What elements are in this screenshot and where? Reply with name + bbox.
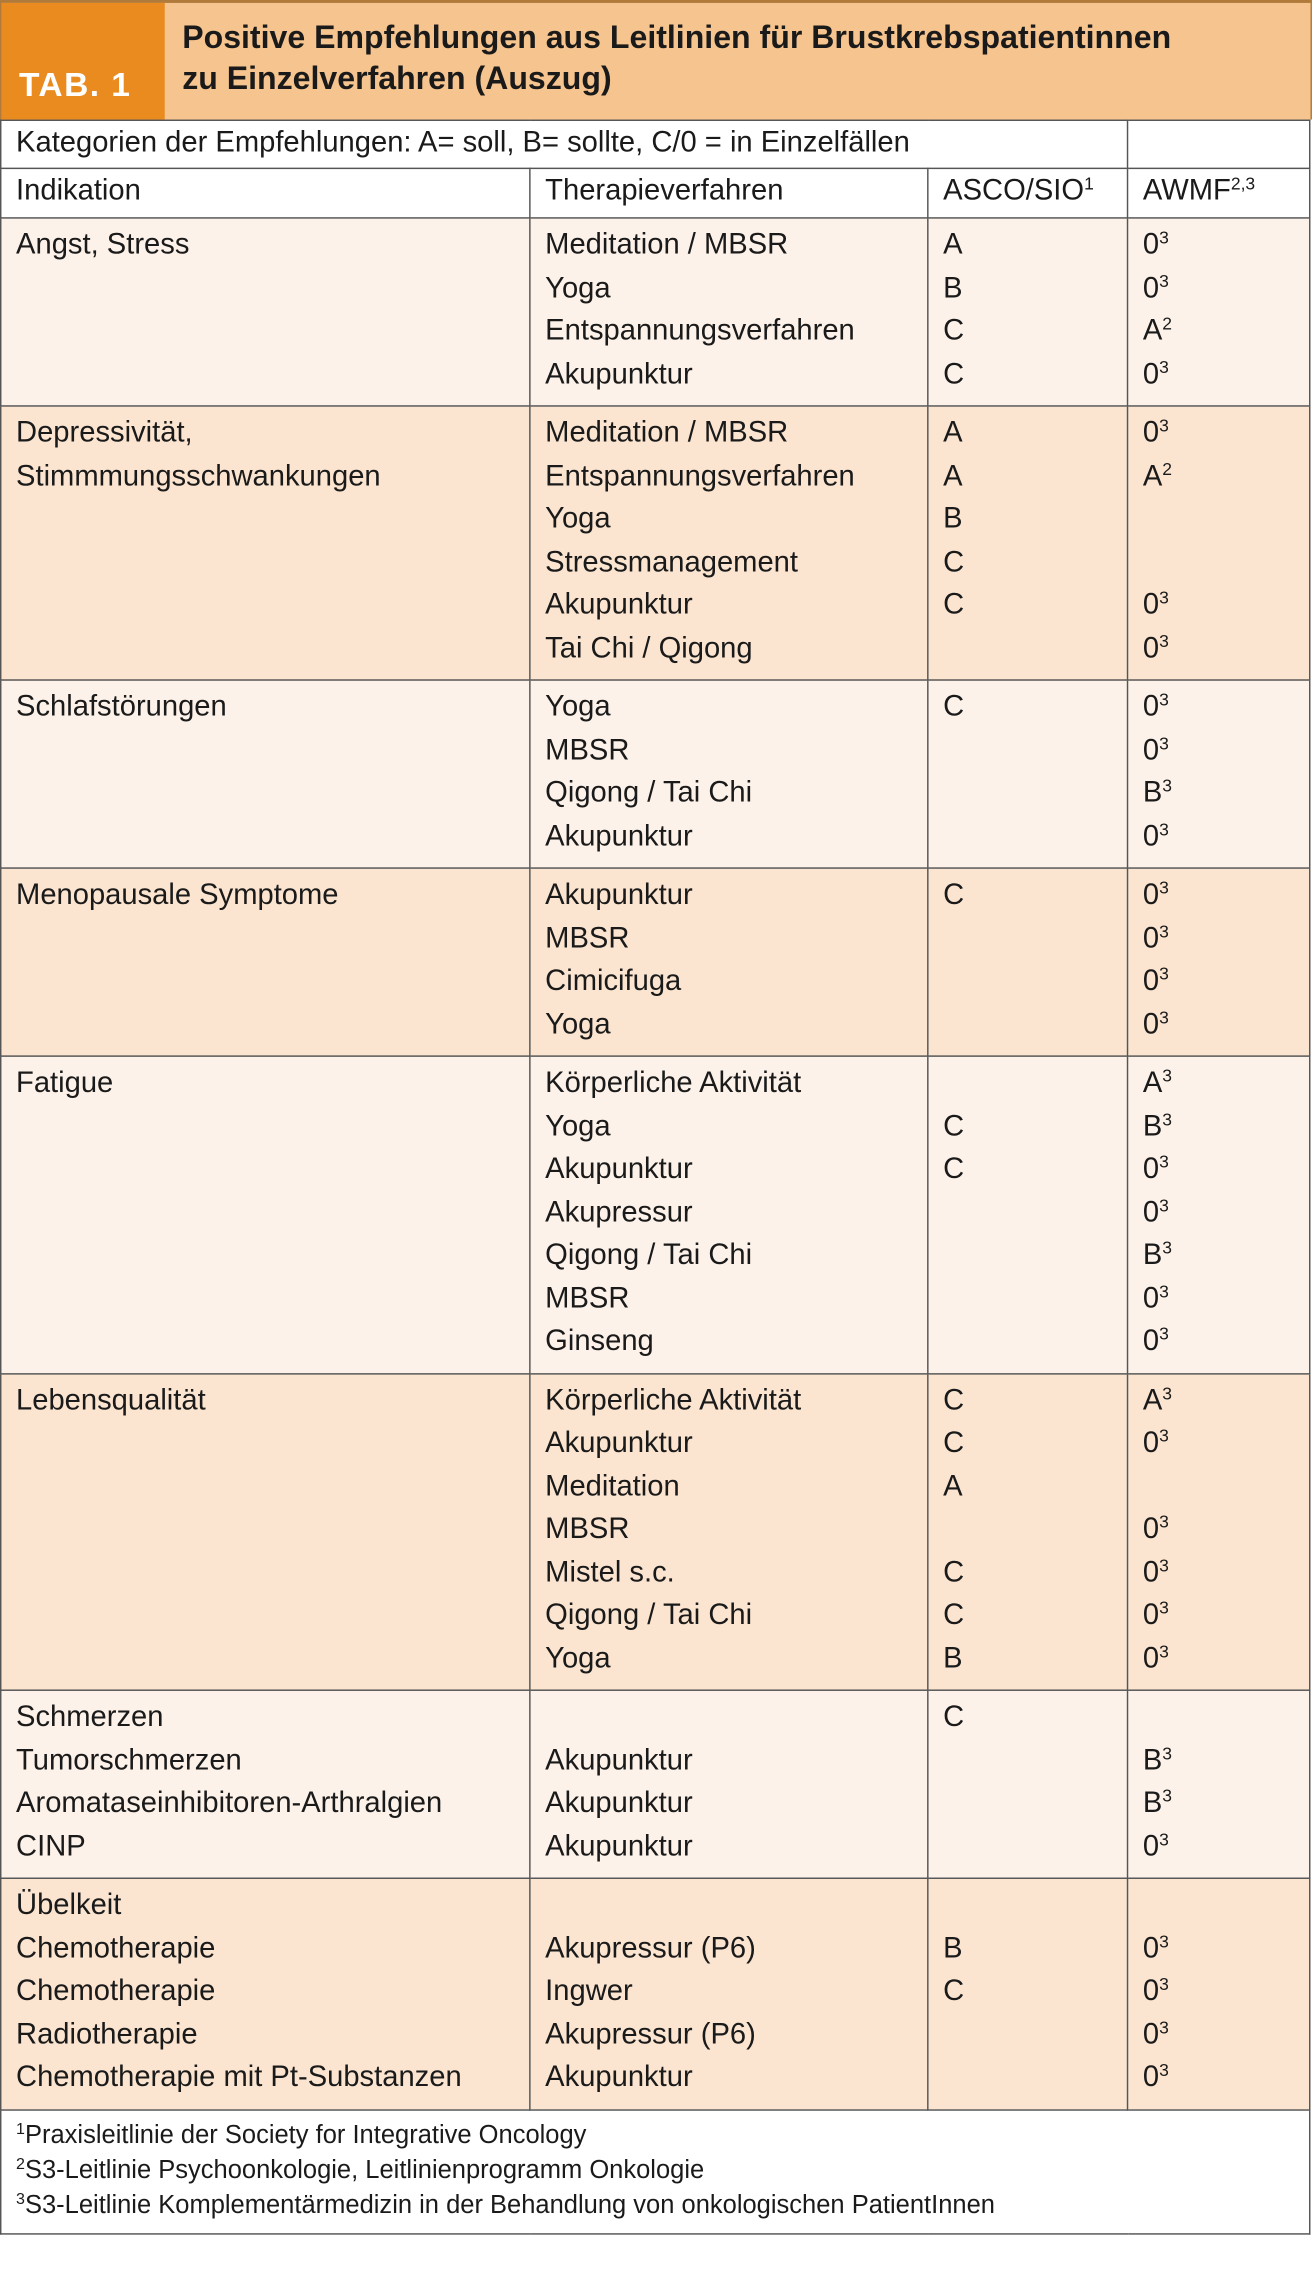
therapieverfahren-text: Akupressur (P6) bbox=[545, 1932, 756, 1965]
asco-sio-value: C bbox=[943, 1701, 965, 1734]
therapieverfahren-text: Yoga bbox=[545, 1007, 611, 1041]
asco-sio-value: C bbox=[943, 878, 965, 912]
indication-group bbox=[1, 680, 1310, 868]
indikation-cell bbox=[1, 1690, 530, 1878]
asco-sio-value: C bbox=[943, 1599, 965, 1632]
therapieverfahren-text: Akupunktur bbox=[545, 2061, 693, 2094]
therapieverfahren-cell bbox=[530, 680, 928, 868]
legend-row bbox=[1, 120, 1310, 168]
indication-group bbox=[1, 1690, 1310, 1878]
awmf-footnote-ref: 3 bbox=[1159, 1151, 1169, 1172]
footnote bbox=[16, 2151, 1309, 2186]
asco-sio-value: A bbox=[943, 228, 963, 261]
therapieverfahren-text: Akupunktur bbox=[545, 1744, 693, 1777]
awmf-value bbox=[1143, 773, 1309, 816]
indication-group bbox=[1, 1056, 1310, 1373]
awmf-footnote-ref: 3 bbox=[1159, 1973, 1169, 1995]
indikation-text: Schmerzen bbox=[16, 1701, 164, 1734]
therapieverfahren-cell bbox=[530, 1878, 928, 2109]
header-asco-label: ASCO/SIO bbox=[943, 174, 1085, 207]
awmf-footnote-ref: 3 bbox=[1159, 1554, 1169, 1576]
asco-sio-cell bbox=[928, 868, 1128, 1056]
table-row bbox=[1, 1056, 1310, 1373]
therapieverfahren-text: Akupunktur bbox=[545, 819, 693, 853]
header-asco-footnote: 1 bbox=[1084, 173, 1094, 194]
indikation-cell bbox=[1, 1878, 530, 2109]
awmf-value bbox=[1143, 1149, 1309, 1192]
awmf-cell bbox=[1128, 218, 1310, 406]
awmf-value bbox=[1143, 1783, 1309, 1826]
asco-sio-value bbox=[943, 1826, 1127, 1869]
therapieverfahren-text: Akupressur (P6) bbox=[545, 2018, 756, 2051]
indikation-text: Übelkeit bbox=[16, 1889, 122, 1922]
indikation-text: Chemotherapie bbox=[16, 1975, 216, 2008]
awmf-value bbox=[1143, 1697, 1309, 1740]
therapieverfahren-text: Körperliche Aktivität bbox=[545, 1384, 802, 1417]
awmf-value bbox=[1143, 730, 1309, 773]
indikation-text: Chemotherapie bbox=[16, 1932, 216, 1965]
awmf-cell bbox=[1128, 868, 1310, 1056]
therapieverfahren-text: Yoga bbox=[545, 502, 611, 535]
awmf-grade: 0 bbox=[1142, 416, 1160, 449]
awmf-grade: 0 bbox=[1142, 2061, 1160, 2094]
indikation-text: Chemotherapie mit Pt-Substanzen bbox=[16, 2061, 462, 2094]
asco-sio-value bbox=[943, 2057, 1127, 2100]
awmf-grade: 0 bbox=[1142, 1830, 1160, 1863]
asco-sio-value: C bbox=[943, 1153, 965, 1186]
indication-group bbox=[1, 868, 1310, 1056]
therapieverfahren-text: MBSR bbox=[545, 733, 630, 767]
therapieverfahren-text bbox=[545, 1885, 927, 1928]
asco-sio-value bbox=[943, 1509, 1127, 1552]
therapieverfahren-text bbox=[545, 1697, 927, 1740]
awmf-value bbox=[1143, 413, 1309, 456]
indikation-text: Schlafstörungen bbox=[16, 690, 227, 724]
awmf-footnote-ref: 3 bbox=[1159, 2059, 1169, 2081]
asco-sio-cell bbox=[928, 1056, 1128, 1373]
awmf-value bbox=[1143, 2014, 1309, 2057]
asco-sio-value bbox=[943, 1321, 1127, 1364]
awmf-grade: 0 bbox=[1142, 228, 1160, 261]
awmf-value bbox=[1143, 687, 1309, 730]
awmf-grade: 0 bbox=[1142, 878, 1160, 912]
therapieverfahren-cell bbox=[530, 406, 928, 680]
awmf-grade: A bbox=[1142, 1067, 1163, 1100]
therapieverfahren-cell bbox=[530, 218, 928, 406]
asco-sio-cell bbox=[928, 680, 1128, 868]
awmf-value bbox=[1143, 1380, 1309, 1423]
therapieverfahren-text: Akupunktur bbox=[545, 588, 693, 621]
awmf-value bbox=[1143, 1595, 1309, 1638]
awmf-value bbox=[1143, 628, 1309, 671]
therapieverfahren-text: Ginseng bbox=[545, 1325, 654, 1358]
awmf-value bbox=[1143, 1509, 1309, 1552]
awmf-value bbox=[1143, 310, 1309, 353]
asco-sio-value bbox=[943, 1740, 1127, 1783]
indikation-cell bbox=[1, 1373, 530, 1690]
awmf-footnote-ref: 3 bbox=[1159, 356, 1169, 377]
awmf-value bbox=[1143, 1928, 1309, 1971]
awmf-cell bbox=[1128, 1056, 1310, 1373]
indikation-text: Radiotherapie bbox=[16, 2018, 198, 2051]
asco-sio-value: C bbox=[943, 545, 965, 578]
awmf-value bbox=[1143, 918, 1309, 961]
footnotes bbox=[1, 2109, 1310, 2233]
header-awmf bbox=[1128, 168, 1310, 218]
awmf-value bbox=[1143, 1278, 1309, 1321]
awmf-value bbox=[1143, 1235, 1309, 1278]
awmf-footnote-ref: 3 bbox=[1159, 1828, 1169, 1850]
awmf-footnote-ref: 3 bbox=[1159, 1425, 1169, 1447]
therapieverfahren-text: Meditation / MBSR bbox=[545, 416, 789, 449]
therapieverfahren-text: MBSR bbox=[545, 1282, 630, 1315]
therapieverfahren-text: Qigong / Tai Chi bbox=[545, 1239, 753, 1272]
tab-label: TAB. 1 bbox=[1, 3, 164, 120]
awmf-grade: 0 bbox=[1142, 1282, 1160, 1315]
asco-sio-value: B bbox=[943, 1642, 963, 1675]
awmf-value bbox=[1143, 1004, 1309, 1047]
indikation-text: Tumorschmerzen bbox=[16, 1744, 242, 1777]
awmf-grade: 0 bbox=[1142, 819, 1160, 853]
asco-sio-value bbox=[943, 1004, 1127, 1047]
awmf-footnote-ref: 3 bbox=[1162, 1785, 1173, 1807]
awmf-grade: 0 bbox=[1142, 1556, 1160, 1589]
awmf-footnote-ref: 3 bbox=[1162, 775, 1173, 796]
therapieverfahren-text: Entspannungsverfahren bbox=[545, 459, 855, 492]
awmf-value bbox=[1143, 1885, 1309, 1928]
awmf-grade: B bbox=[1142, 1110, 1163, 1143]
awmf-footnote-ref: 3 bbox=[1159, 920, 1169, 941]
therapieverfahren-text: Akupressur bbox=[545, 1196, 693, 1229]
indikation-text: Fatigue bbox=[16, 1067, 114, 1100]
awmf-value bbox=[1143, 961, 1309, 1004]
therapieverfahren-text: Meditation bbox=[545, 1470, 680, 1503]
asco-sio-cell bbox=[928, 1373, 1128, 1690]
footnote bbox=[16, 2186, 1309, 2221]
asco-sio-value bbox=[943, 773, 1127, 816]
awmf-footnote-ref: 3 bbox=[1162, 1065, 1173, 1086]
awmf-grade: 0 bbox=[1142, 921, 1160, 955]
awmf-footnote-ref: 3 bbox=[1159, 963, 1169, 984]
awmf-grade: 0 bbox=[1142, 1975, 1160, 2008]
awmf-grade: 0 bbox=[1142, 1932, 1160, 1965]
asco-sio-cell bbox=[928, 1878, 1128, 2109]
asco-sio-value bbox=[943, 1192, 1127, 1235]
awmf-value bbox=[1143, 1826, 1309, 1869]
awmf-grade: 0 bbox=[1142, 1642, 1160, 1675]
indikation-text: Lebensqualität bbox=[16, 1384, 206, 1417]
awmf-cell bbox=[1128, 406, 1310, 680]
awmf-footnote-ref: 3 bbox=[1159, 270, 1169, 291]
legend-empty-cell bbox=[1128, 120, 1310, 168]
therapieverfahren-cell bbox=[530, 1056, 928, 1373]
title-line-2: zu Einzelverfahren (Auszug) bbox=[182, 59, 612, 97]
awmf-cell bbox=[1128, 680, 1310, 868]
indikation-text: CINP bbox=[16, 1830, 86, 1863]
awmf-footnote-ref: 3 bbox=[1159, 227, 1169, 248]
asco-sio-value: C bbox=[943, 314, 965, 347]
footnote-number: 3 bbox=[16, 2190, 25, 2208]
therapieverfahren-text: Mistel s.c. bbox=[545, 1556, 675, 1589]
asco-sio-value bbox=[943, 961, 1127, 1004]
indikation-cell bbox=[1, 868, 530, 1056]
therapieverfahren-text: Ingwer bbox=[545, 1975, 633, 2008]
header-asco-sio bbox=[928, 168, 1128, 218]
awmf-grade: 0 bbox=[1142, 1599, 1160, 1632]
awmf-grade: 0 bbox=[1142, 2018, 1160, 2051]
awmf-value bbox=[1143, 1192, 1309, 1235]
asco-sio-value: C bbox=[943, 588, 965, 621]
awmf-value bbox=[1143, 585, 1309, 628]
header-therapieverfahren: Therapieverfahren bbox=[530, 168, 928, 218]
awmf-grade: 0 bbox=[1142, 357, 1160, 390]
indication-group bbox=[1, 1878, 1310, 2109]
awmf-value bbox=[1143, 1552, 1309, 1595]
awmf-grade: 0 bbox=[1142, 588, 1160, 621]
asco-sio-value: A bbox=[943, 459, 963, 492]
awmf-footnote-ref: 2 bbox=[1162, 458, 1173, 479]
asco-sio-value: C bbox=[943, 1110, 965, 1143]
asco-sio-value bbox=[943, 1063, 1127, 1106]
indikation-cell bbox=[1, 680, 530, 868]
awmf-footnote-ref: 3 bbox=[1159, 1006, 1169, 1027]
therapieverfahren-text: Akupunktur bbox=[545, 357, 693, 390]
recommendations-table bbox=[0, 120, 1310, 2234]
awmf-grade: 0 bbox=[1142, 271, 1160, 304]
therapieverfahren-text: Qigong / Tai Chi bbox=[545, 1599, 753, 1632]
asco-sio-value bbox=[943, 918, 1127, 961]
awmf-footnote-ref: 3 bbox=[1159, 630, 1169, 651]
footnote-number: 2 bbox=[16, 2155, 25, 2173]
table-row bbox=[1, 1878, 1310, 2109]
therapieverfahren-text: Akupunktur bbox=[545, 1787, 693, 1820]
asco-sio-cell bbox=[928, 218, 1128, 406]
header-indikation: Indikation bbox=[1, 168, 530, 218]
legend-text: Kategorien der Empfehlungen: A= soll, B= sollte, C/0 = in Einzelfällen bbox=[1, 120, 1128, 168]
therapieverfahren-text: MBSR bbox=[545, 1513, 630, 1546]
awmf-footnote-ref: 2 bbox=[1162, 313, 1173, 334]
awmf-footnote-ref: 3 bbox=[1159, 1930, 1169, 1952]
awmf-grade: A bbox=[1142, 1384, 1163, 1417]
therapieverfahren-text: Akupunktur bbox=[545, 878, 693, 912]
indikation-cell bbox=[1, 406, 530, 680]
indikation-text: Menopausale Symptome bbox=[16, 878, 339, 912]
asco-sio-value: A bbox=[943, 1470, 963, 1503]
awmf-grade: 0 bbox=[1142, 1196, 1160, 1229]
indikation-text: Angst, Stress bbox=[16, 228, 190, 261]
awmf-footnote-ref: 3 bbox=[1159, 2016, 1169, 2038]
therapieverfahren-text: Stressmanagement bbox=[545, 545, 798, 578]
table-row bbox=[1, 1373, 1310, 1690]
awmf-value bbox=[1143, 1063, 1309, 1106]
awmf-footnote-ref: 3 bbox=[1159, 1194, 1169, 1215]
asco-sio-value bbox=[943, 1235, 1127, 1278]
indikation-cell bbox=[1, 1056, 530, 1373]
therapieverfahren-text: Tai Chi / Qigong bbox=[545, 631, 753, 664]
awmf-grade: 0 bbox=[1142, 631, 1160, 664]
awmf-value bbox=[1143, 1638, 1309, 1681]
awmf-footnote-ref: 3 bbox=[1159, 689, 1169, 710]
footnotes-row bbox=[1, 2109, 1310, 2233]
header-awmf-label: AWMF bbox=[1142, 174, 1231, 207]
awmf-footnote-ref: 3 bbox=[1162, 1382, 1173, 1404]
therapieverfahren-cell bbox=[530, 868, 928, 1056]
awmf-value bbox=[1143, 1466, 1309, 1509]
title-line-1: Positive Empfehlungen aus Leitlinien für Brustkrebspatientinnen bbox=[182, 18, 1172, 56]
asco-sio-cell bbox=[928, 1690, 1128, 1878]
footnote bbox=[16, 2116, 1309, 2151]
awmf-grade: A bbox=[1142, 459, 1163, 492]
indication-group bbox=[1, 406, 1310, 680]
therapieverfahren-text: Cimicifuga bbox=[545, 964, 682, 998]
therapieverfahren-text: MBSR bbox=[545, 921, 630, 955]
therapieverfahren-cell bbox=[530, 1373, 928, 1690]
therapieverfahren-text: Akupunktur bbox=[545, 1830, 693, 1863]
awmf-footnote-ref: 3 bbox=[1159, 1280, 1169, 1301]
awmf-grade: 0 bbox=[1142, 690, 1160, 724]
awmf-grade: 0 bbox=[1142, 1325, 1160, 1358]
footnote-text: S3-Leitlinie Psychoonkologie, Leitlinienprogramm Onkologie bbox=[24, 2153, 705, 2183]
therapieverfahren-text: Akupunktur bbox=[545, 1427, 693, 1460]
therapieverfahren-text: Qigong / Tai Chi bbox=[545, 776, 753, 810]
asco-sio-value: C bbox=[943, 1556, 965, 1589]
footnote-text: Praxisleitlinie der Society for Integrative Oncology bbox=[24, 2118, 587, 2148]
awmf-grade: B bbox=[1142, 1744, 1163, 1777]
table-row bbox=[1, 218, 1310, 406]
asco-sio-value bbox=[943, 1783, 1127, 1826]
awmf-value bbox=[1143, 353, 1309, 396]
awmf-value bbox=[1143, 456, 1309, 499]
therapieverfahren-text: Körperliche Aktivität bbox=[545, 1067, 802, 1100]
awmf-value bbox=[1143, 1971, 1309, 2014]
table-row bbox=[1, 680, 1310, 868]
therapieverfahren-text: Yoga bbox=[545, 1642, 611, 1675]
awmf-grade: 0 bbox=[1142, 1007, 1160, 1041]
awmf-footnote-ref: 3 bbox=[1159, 1640, 1169, 1662]
therapieverfahren-text: Yoga bbox=[545, 271, 611, 304]
awmf-cell bbox=[1128, 1878, 1310, 2109]
asco-sio-cell bbox=[928, 406, 1128, 680]
column-header-row bbox=[1, 168, 1310, 218]
table-title bbox=[165, 3, 1311, 120]
awmf-footnote-ref: 3 bbox=[1162, 1108, 1173, 1129]
awmf-grade: A bbox=[1142, 314, 1163, 347]
asco-sio-value: C bbox=[943, 1427, 965, 1460]
awmf-footnote-ref: 3 bbox=[1162, 1237, 1173, 1258]
asco-sio-value: C bbox=[943, 1384, 965, 1417]
awmf-value bbox=[1143, 1423, 1309, 1466]
awmf-value bbox=[1143, 499, 1309, 542]
asco-sio-value: C bbox=[943, 357, 965, 390]
indication-group bbox=[1, 218, 1310, 406]
awmf-grade: B bbox=[1142, 1239, 1163, 1272]
awmf-value bbox=[1143, 816, 1309, 859]
awmf-footnote-ref: 3 bbox=[1159, 415, 1169, 436]
awmf-footnote-ref: 3 bbox=[1159, 1323, 1169, 1344]
awmf-value bbox=[1143, 542, 1309, 585]
table-row bbox=[1, 868, 1310, 1056]
awmf-cell bbox=[1128, 1690, 1310, 1878]
asco-sio-value: C bbox=[943, 690, 965, 724]
asco-sio-value bbox=[943, 1885, 1127, 1928]
awmf-value bbox=[1143, 267, 1309, 310]
header-awmf-footnote: 2,3 bbox=[1230, 173, 1256, 194]
asco-sio-value bbox=[943, 816, 1127, 859]
asco-sio-value: B bbox=[943, 1932, 963, 1965]
asco-sio-value bbox=[943, 730, 1127, 773]
asco-sio-value: A bbox=[943, 416, 963, 449]
awmf-value bbox=[1143, 224, 1309, 267]
therapieverfahren-text: Yoga bbox=[545, 1110, 611, 1143]
table-row bbox=[1, 406, 1310, 680]
asco-sio-value bbox=[943, 628, 1127, 671]
footnote-number: 1 bbox=[16, 2120, 25, 2138]
asco-sio-value: B bbox=[943, 502, 963, 535]
indikation-text: Depressivität, bbox=[16, 416, 193, 449]
awmf-value bbox=[1143, 1740, 1309, 1783]
awmf-footnote-ref: 3 bbox=[1159, 587, 1169, 608]
asco-sio-value bbox=[943, 1278, 1127, 1321]
therapieverfahren-text: Meditation / MBSR bbox=[545, 228, 789, 261]
awmf-value bbox=[1143, 2057, 1309, 2100]
awmf-footnote-ref: 3 bbox=[1162, 1742, 1173, 1764]
awmf-footnote-ref: 3 bbox=[1159, 732, 1169, 753]
asco-sio-value: C bbox=[943, 1975, 965, 2008]
table-header bbox=[0, 0, 1312, 120]
therapieverfahren-text: Entspannungsverfahren bbox=[545, 314, 855, 347]
table-row bbox=[1, 1690, 1310, 1878]
awmf-footnote-ref: 3 bbox=[1159, 1597, 1169, 1619]
awmf-value bbox=[1143, 1106, 1309, 1149]
awmf-value bbox=[1143, 1321, 1309, 1364]
awmf-grade: B bbox=[1142, 776, 1163, 810]
awmf-grade: 0 bbox=[1142, 1427, 1160, 1460]
awmf-grade: 0 bbox=[1142, 1513, 1160, 1546]
therapieverfahren-cell bbox=[530, 1690, 928, 1878]
awmf-value bbox=[1143, 875, 1309, 918]
awmf-grade: 0 bbox=[1142, 964, 1160, 998]
footnote-text: S3-Leitlinie Komplementärmedizin in der Behandlung von onkologischen PatientInnen bbox=[24, 2188, 995, 2218]
asco-sio-value bbox=[943, 2014, 1127, 2057]
indikation-text: Stimmmungsschwankungen bbox=[16, 459, 381, 492]
awmf-footnote-ref: 3 bbox=[1159, 818, 1169, 839]
asco-sio-value: B bbox=[943, 271, 963, 304]
therapieverfahren-text: Yoga bbox=[545, 690, 611, 724]
awmf-cell bbox=[1128, 1373, 1310, 1690]
therapieverfahren-text: Akupunktur bbox=[545, 1153, 693, 1186]
awmf-grade: 0 bbox=[1142, 1153, 1160, 1186]
indikation-cell bbox=[1, 218, 530, 406]
awmf-footnote-ref: 3 bbox=[1159, 877, 1169, 898]
indication-group bbox=[1, 1373, 1310, 1690]
awmf-grade: 0 bbox=[1142, 733, 1160, 767]
awmf-footnote-ref: 3 bbox=[1159, 1511, 1169, 1533]
indikation-text: Aromataseinhibitoren-Arthralgien bbox=[16, 1787, 443, 1820]
awmf-grade: B bbox=[1142, 1787, 1163, 1820]
